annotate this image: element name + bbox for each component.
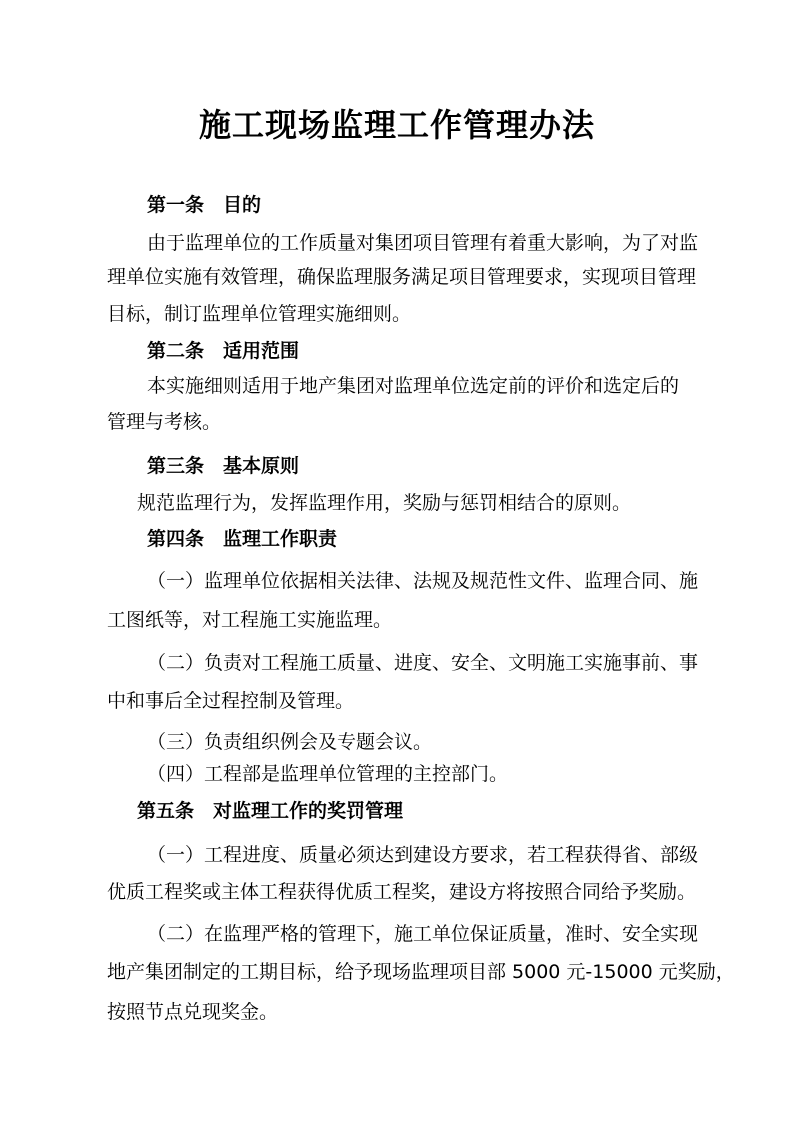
article-5-item-2-line-2: 地产集团制定的工期目标，给予现场监理项目部 5000 元-15000 元奖励， <box>107 961 735 983</box>
document-title: 施工现场监理工作管理办法 <box>198 106 595 144</box>
article-5-heading: 第五条 对监理工作的奖罚管理 <box>137 800 404 822</box>
article-5-item-2-line-1: （二）在监理严格的管理下，施工单位保证质量，准时、安全实现 <box>147 923 699 945</box>
article-1-line-2: 理单位实施有效管理，确保监理服务满足项目管理要求，实现项目管理 <box>107 266 697 288</box>
article-4-item-3: （三）负责组织例会及专题会议。 <box>147 731 433 753</box>
article-2-heading: 第二条 适用范围 <box>147 340 300 362</box>
article-3-heading: 第三条 基本原则 <box>147 455 300 477</box>
article-4-item-2-line-2: 中和事后全过程控制及管理。 <box>107 690 355 712</box>
article-1-line-3: 目标，制订监理单位管理实施细则。 <box>107 303 412 325</box>
article-2-line-2: 管理与考核。 <box>107 411 222 433</box>
article-1-heading: 第一条 目的 <box>147 194 262 216</box>
article-4-item-1-line-2: 工图纸等，对工程施工实施监理。 <box>107 609 393 631</box>
article-5-item-2-line-3: 按照节点兑现奖金。 <box>107 1001 279 1023</box>
article-4-item-4: （四）工程部是监理单位管理的主控部门。 <box>147 763 509 785</box>
article-5-item-1-line-2: 优质工程奖或主体工程获得优质工程奖，建设方将按照合同给予奖励。 <box>107 881 697 903</box>
article-3-line-1: 规范监理行为，发挥监理作用，奖励与惩罚相结合的原则。 <box>137 492 632 514</box>
article-2-line-1: 本实施细则适用于地产集团对监理单位选定前的评价和选定后的 <box>147 375 680 397</box>
article-4-item-2-line-1: （二）负责对工程施工质量、进度、安全、文明施工实施事前、事 <box>147 652 699 674</box>
article-5-item-1-line-1: （一）工程进度、质量必须达到建设方要求，若工程获得省、部级 <box>147 844 699 866</box>
article-1-line-1: 由于监理单位的工作质量对集团项目管理有着重大影响，为了对监 <box>147 232 699 254</box>
article-4-heading: 第四条 监理工作职责 <box>147 528 338 550</box>
article-4-item-1-line-1: （一）监理单位依据相关法律、法规及规范性文件、监理合同、施 <box>147 570 699 592</box>
